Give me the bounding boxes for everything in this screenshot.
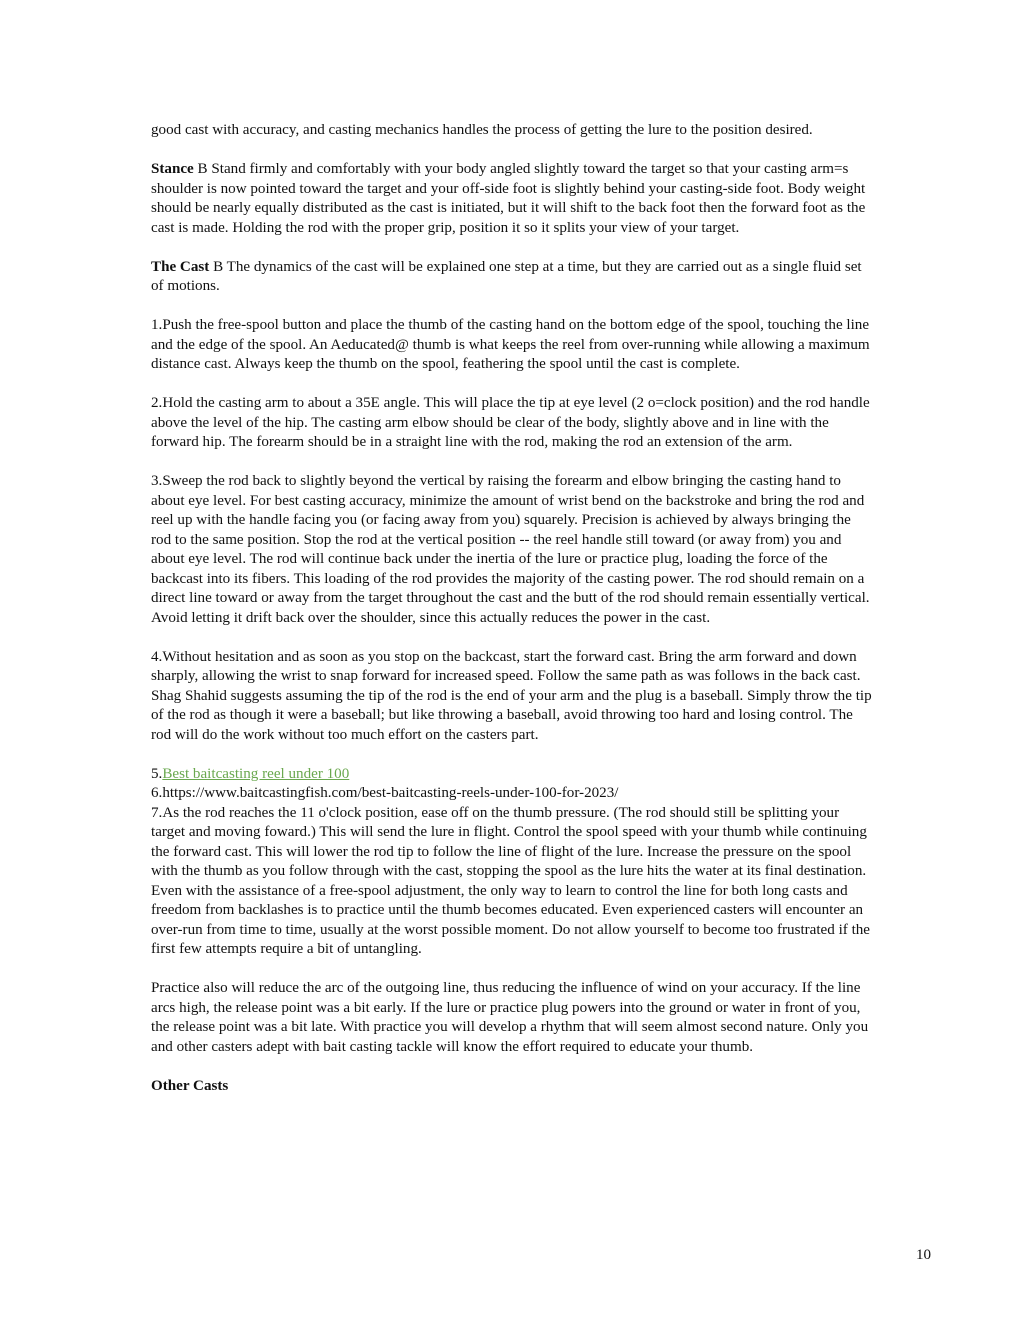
the-cast-text: B The dynamics of the cast will be explained one step at a time, but they are carried out as a single fluid set of motions. — [151, 258, 862, 294]
other-casts-heading: Other Casts — [151, 1077, 229, 1094]
stance-paragraph — [151, 160, 873, 238]
intro-paragraph: good cast with accuracy, and casting mechanics handles the process of getting the lure to the position desired. — [151, 122, 813, 138]
step-7-paragraph: 7.As the rod reaches the 11 o'clock position, ease off on the thumb pressure. (The rod should still be splitting your target and moving foward.) This will send the lure in flight. Control the spool speed with your thumb while continuing the forward cast. This will lower the rod tip to follow the line of flight of the lure. Increase the pressure on the spool with the thumb as you follow through with the cast, stopping the spool as the lure hits the water at its final destination. Even with the assistance of a free-spool adjustment, the only way to learn to control the line for both long casts and freedom from backlashes is to practice until the thumb becomes educated. Even experienced casters will encounter an over-run from time to time, usually at the worst possible moment. Do not allow yourself to become too frustrated if the first few attempts require a bit of untangling. — [151, 804, 871, 957]
step-5-prefix: 5. — [151, 765, 163, 782]
step-3-paragraph: 3.Sweep the rod back to slightly beyond the vertical by raising the forearm and elbow bringing the casting hand to about eye level. For best casting accuracy, minimize the amount of wrist bend on the backstroke and bring the rod and reel up with the handle facing you (or facing away from you) squarely. Precision is achieved by always bringing the rod to the same position. Stop the rod at the vertical position -- the reel handle still toward (or away from) you and about eye level. The rod will continue back under the inertia of the lure or practice plug, loading the force of the backcast into its fibers. This loading of the rod provides the majority of the casting power. The rod should remain on a direct line toward or away from the target throughout the cast and the butt of the rod should remain essentially vertical. Avoid letting it drift back over the shoulder, since this actually reduces the power in the cast. — [151, 473, 870, 626]
stance-heading: Stance — [151, 161, 194, 177]
step-2-paragraph: 2.Hold the casting arm to about a 35E angle. This will place the tip at eye level (2 o=clock position) and the rod handle above the level of the hip. The casting arm elbow should be clear of the body, slightly above and in line with the forward hip. The forearm should be in a straight line with the rod, making the rod an extension of the arm. — [151, 395, 870, 450]
step-5-line — [151, 765, 873, 785]
the-cast-heading: The Cast — [151, 258, 210, 275]
step-6-line: 6.https://www.baitcastingfish.com/best-baitcasting-reels-under-100-for-2023/ — [151, 785, 619, 801]
document-body — [151, 121, 873, 1096]
practice-paragraph: Practice also will reduce the arc of the outgoing line, thus reducing the influence of wind on your accuracy. If the line arcs high, the release point was a bit early. If the lure or practice plug powers into the ground or water in front of you, the release point was a bit late. With practice you will develop a rhythm that will seem almost second nature. Only you and other casters adept with bait casting tackle will know the effort required to educate your thumb. — [151, 980, 869, 1055]
step-1-paragraph: 1.Push the free-spool button and place the thumb of the casting hand on the bottom edge of the spool, touching the line and the edge of the spool. An Aeducated@ thumb is what keeps the reel from over-running while allowing a maximum distance cast. Always keep the thumb on the spool, feathering the spool until the cast is complete. — [151, 317, 870, 372]
stance-text: B Stand firmly and comfortably with your body angled slightly toward the target so that your casting arm=s shoulder is now pointed toward the target and your off-side foot is slightly behind your casting-side foot. Body weight should be nearly equally distributed as the cast is initiated, but it will shift to the back foot then the forward foot as the cast is made. Holding the rod with the proper grip, position it so it splits your view of your target. — [151, 161, 866, 236]
the-cast-paragraph — [151, 258, 873, 297]
step-4-paragraph: 4.Without hesitation and as soon as you stop on the backcast, start the forward cast. Bring the arm forward and down sharply, allowing the wrist to snap forward for increased speed. Follow the same path as was follows in the back cast. Shag Shahid suggests assuming the tip of the rod is the end of your arm and the plug is a baseball. Simply throw the tip of the rod as though it were a baseball; but like throwing a baseball, avoid throwing too hard and losing control. The rod will do the work without too much effort on the casters part. — [151, 648, 872, 743]
baitcasting-reel-link[interactable]: Best baitcasting reel under 100 — [162, 765, 350, 782]
page-number: 10 — [916, 1247, 932, 1263]
